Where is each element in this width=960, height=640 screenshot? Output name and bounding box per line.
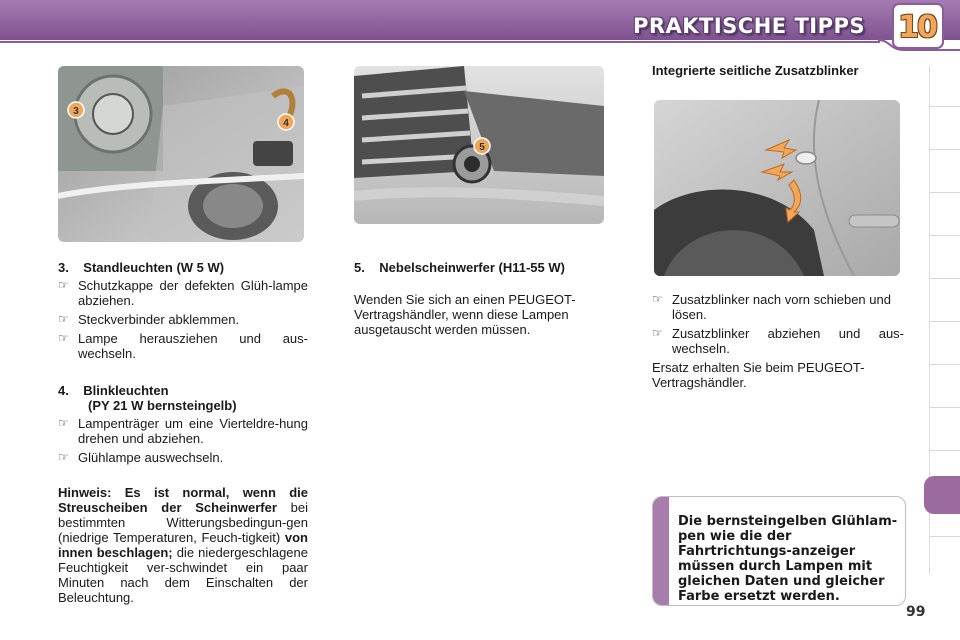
page-header — [0, 0, 960, 52]
chapter-tab[interactable] — [930, 367, 960, 408]
chapter-number: 10 — [898, 10, 936, 45]
pointing-hand-icon: ☞ — [58, 450, 69, 464]
side-repeater-title: Integrierte seitliche Zusatzblinker — [652, 63, 859, 78]
chapter-title: PRAKTISCHE TIPPS — [632, 14, 865, 38]
list-item: ☞ Zusatzblinker abziehen und aus-wechseln. — [652, 326, 904, 356]
foglamp-illustration — [354, 66, 604, 224]
callout-4: 4 — [283, 118, 289, 129]
chapter-tab[interactable] — [930, 195, 960, 236]
list-item: ☞ Steckverbinder abklemmen. — [58, 312, 240, 327]
chapter-tab[interactable] — [930, 66, 960, 107]
section-4-title: 4. Blinkleuchten — [58, 383, 169, 398]
pointing-hand-icon: ☞ — [58, 331, 69, 345]
info-box-accent — [653, 497, 669, 605]
column-3 — [652, 292, 904, 390]
callout-5: 5 — [479, 142, 485, 153]
section-5-title: 5. Nebelscheinwerfer (H11-55 W) — [354, 260, 565, 275]
section-3-title: 3. Standleuchten (W 5 W) — [58, 260, 225, 275]
column-1 — [58, 260, 308, 605]
chapter-tab[interactable] — [930, 410, 960, 451]
headlamp-photo — [58, 66, 304, 242]
pointing-hand-icon: ☞ — [58, 416, 69, 430]
chapter-tab[interactable] — [930, 281, 960, 322]
list-item: ☞ Zusatzblinker nach vorn schieben und lösen. — [652, 292, 891, 322]
chapter-tab[interactable] — [930, 109, 960, 150]
side-repeater-illustration — [654, 100, 900, 276]
list-item: ☞ Schutzkappe der defekten Glüh-lampe abziehen. — [58, 278, 308, 308]
supplier-text: Ersatz erhalten Sie beim PEUGEOT-Vertragshändler. — [652, 360, 865, 390]
list-item: ☞ Glühlampe auswechseln. — [58, 450, 224, 465]
chapter-tab[interactable] — [930, 152, 960, 193]
list-item: ☞ Lampe herausziehen und aus-wechseln. — [58, 331, 308, 361]
foglamp-photo — [354, 66, 604, 224]
column-2 — [354, 260, 606, 337]
section-4-subtitle: (PY 21 W bernsteingelb) — [88, 398, 237, 413]
pointing-hand-icon: ☞ — [652, 326, 663, 340]
side-repeater-photo — [654, 100, 900, 276]
chapter-tab[interactable] — [930, 238, 960, 279]
chapter-tab[interactable] — [930, 324, 960, 365]
headlamp-illustration — [58, 66, 304, 242]
info-box-text: Die bernsteingelben Glühlam-pen wie die der Fahrtrichtungs-anzeiger müssen durch Lampen mit gleichen Daten und gleicher Farbe ersetzt werden. — [678, 514, 898, 604]
chapter-tab-active[interactable] — [924, 476, 960, 514]
note-paragraph: Hinweis: Es ist normal, wenn die Streuscheiben der Scheinwerfer bei bestimmten Witterungsbedingun-gen (niedrige Temperaturen, Feuch-tigkeit) von innen beschlagen; die niedergeschlagene Feuchtigkeit ver-schwindet ein paar Minuten nach dem Einschalten der Beleuchtung. — [58, 485, 308, 605]
pointing-hand-icon: ☞ — [58, 312, 69, 326]
list-item: ☞ Lampenträger um eine Vierteldre-hung drehen und abziehen. — [58, 416, 308, 446]
pointing-hand-icon: ☞ — [58, 278, 69, 292]
section-5-text: Wenden Sie sich an einen PEUGEOT-Vertragshändler, wenn diese Lampen ausgetauscht werden müssen. — [354, 292, 576, 337]
page-number: 99 — [906, 604, 926, 620]
callout-3: 3 — [73, 106, 79, 117]
pointing-hand-icon: ☞ — [652, 292, 663, 306]
